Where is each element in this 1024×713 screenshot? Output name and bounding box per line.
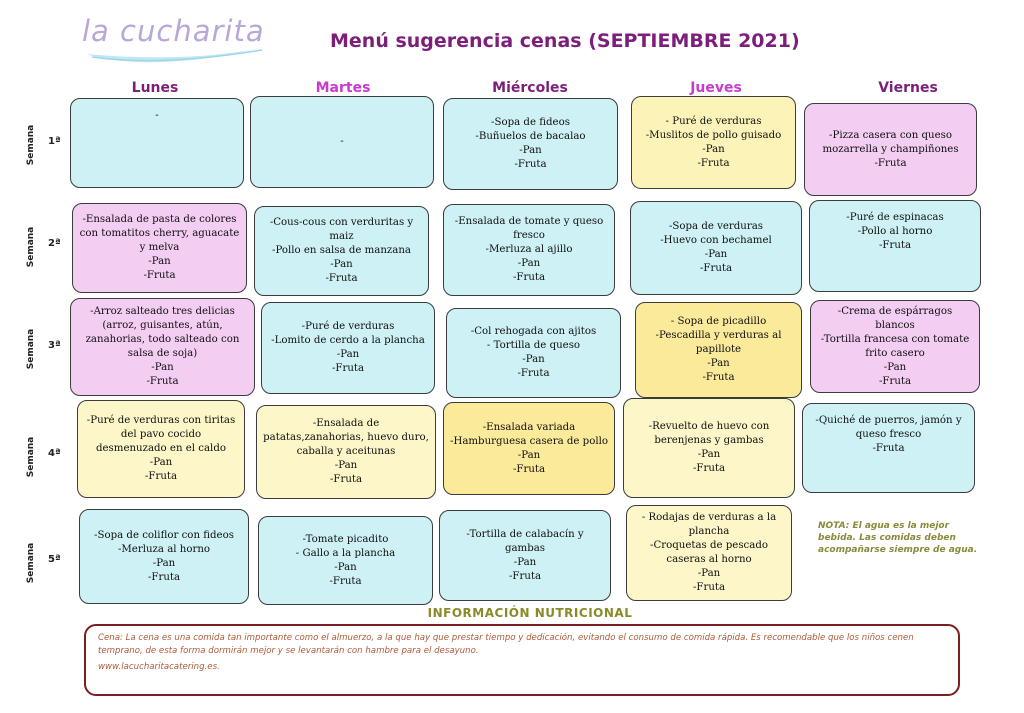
menu-line: -Fruta xyxy=(872,443,905,454)
menu-line: -Buñuelos de bacalao xyxy=(475,131,586,142)
menu-line: - Tortilla de queso xyxy=(486,340,581,351)
menu-line: -Ensalada de pasta de colores con tomatitos cherry, aguacate y melva xyxy=(79,214,240,253)
menu-cell-w1-jueves xyxy=(631,96,796,189)
menu-line: -Sopa de verduras xyxy=(668,221,764,232)
menu-cell-w5-miercoles xyxy=(439,510,611,601)
menu-cell-w1-martes xyxy=(250,96,434,188)
menu-line: -Pan xyxy=(702,143,725,155)
menu-line: -Fruta xyxy=(329,575,362,587)
menu-cell-w3-viernes xyxy=(810,300,980,393)
menu-cell-w4-martes xyxy=(256,405,436,499)
menu-line: - xyxy=(340,136,344,147)
menu-line: -Pan xyxy=(334,561,357,573)
menu-line: -Pollo en salsa de manzana xyxy=(272,245,411,256)
menu-line: - Puré de verduras xyxy=(665,115,762,127)
week-label-4 xyxy=(18,430,68,490)
menu-line: - xyxy=(155,110,159,121)
menu-line: -Arroz salteado tres delicias (arroz, guisantes, atún, zanahorias, todo salteado con salsa de soja) xyxy=(85,306,240,359)
menu-line: -Pan xyxy=(148,256,171,267)
website-link[interactable]: www.lacucharitacatering.es. xyxy=(98,662,220,672)
menu-line: -Fruta xyxy=(144,471,178,482)
menu-line: -Fruta xyxy=(702,372,735,383)
day-header-viernes: Viernes xyxy=(878,80,938,96)
menu-line: -Fruta xyxy=(508,570,542,582)
menu-cell-w2-jueves xyxy=(630,201,802,295)
menu-cell-w3-martes xyxy=(261,302,435,394)
week-label-3 xyxy=(18,322,68,382)
menu-line: -Fruta xyxy=(512,463,546,475)
wave-icon xyxy=(82,40,272,66)
menu-line: -Fruta xyxy=(878,240,912,251)
menu-cell-w1-viernes xyxy=(804,103,977,196)
water-note: NOTA: El agua es la mejor bebida. Las comidas deben acompañarse siempre de agua. xyxy=(818,521,978,555)
week-word: Semana xyxy=(26,226,36,268)
menu-line: -Merluza al ajillo xyxy=(485,244,573,255)
menu-cell-w3-miercoles xyxy=(446,308,621,398)
menu-line: -Tortilla francesa con tomate frito casero xyxy=(820,333,970,359)
menu-line: -Fruta xyxy=(874,157,907,169)
menu-line: -Tortilla de calabacín y gambas xyxy=(466,528,584,554)
menu-line: -Fruta xyxy=(143,270,176,281)
menu-line: -Quiché de puerros, jamón y queso fresco xyxy=(815,415,962,440)
menu-line: -Pan xyxy=(517,449,541,461)
menu-line: -Ensalada de tomate y queso fresco xyxy=(454,216,604,241)
menu-line: -Merluza al horno xyxy=(117,543,211,555)
menu-line: -Pan xyxy=(704,249,728,260)
menu-line: -Revuelto de huevo con berenjenas y gambas xyxy=(648,421,770,446)
menu-cell-w4-lunes xyxy=(77,400,245,498)
menu-line: -Fruta xyxy=(514,159,547,170)
page-title: Menú sugerencia cenas (SEPTIEMBRE 2021) xyxy=(330,30,800,52)
week-word: Semana xyxy=(26,328,36,370)
week-label-5 xyxy=(18,536,68,596)
week-label-2 xyxy=(18,220,68,280)
menu-line: -Pescadilla y verduras al papillote xyxy=(655,330,782,355)
menu-line: -Pan xyxy=(707,358,730,369)
week-number: 2ª xyxy=(48,238,61,249)
menu-line: -Pan xyxy=(883,361,907,373)
menu-line: -Pizza casera con queso mozarrella y champiñones xyxy=(822,129,959,155)
menu-line: -Fruta xyxy=(331,363,365,374)
menu-cell-w2-lunes xyxy=(72,203,247,293)
menu-cell-w2-martes xyxy=(254,206,429,296)
menu-line: -Sopa de fideos xyxy=(491,117,570,128)
menu-line: -Fruta xyxy=(329,474,363,485)
menu-line: - Gallo a la plancha xyxy=(295,547,396,559)
week-number: 4ª xyxy=(48,448,61,459)
menu-line: -Fruta xyxy=(697,157,730,169)
menu-cell-w5-jueves xyxy=(626,505,792,601)
week-label-1 xyxy=(18,118,68,178)
menu-line: -Pan xyxy=(517,258,541,269)
menu-line: -Fruta xyxy=(517,368,550,379)
menu-line: -Puré de verduras con tiritas del pavo cocido desmenuzado en el caldo xyxy=(86,415,236,454)
menu-line: -Puré de verduras xyxy=(301,321,395,332)
logo xyxy=(82,14,272,66)
menu-line: -Pan xyxy=(334,460,358,471)
menu-line: -Fruta xyxy=(146,376,179,387)
menu-cell-w3-jueves xyxy=(635,302,802,398)
menu-line: -Fruta xyxy=(692,463,726,474)
menu-line: -Pan xyxy=(522,354,545,365)
menu-line: -Pan xyxy=(149,457,173,468)
menu-line: -Pan xyxy=(336,349,360,360)
menu-cell-w5-lunes xyxy=(79,509,249,604)
menu-line: -Fruta xyxy=(699,263,733,274)
week-word: Semana xyxy=(26,124,36,166)
menu-line: -Fruta xyxy=(147,571,181,583)
menu-line: -Fruta xyxy=(512,272,546,283)
menu-cell-w4-jueves xyxy=(623,398,795,498)
week-word: Semana xyxy=(26,542,36,584)
menu-cell-w3-lunes xyxy=(70,298,255,396)
menu-line: -Pan xyxy=(519,145,542,156)
day-header-jueves: Jueves xyxy=(690,80,742,96)
menu-line: -Sopa de coliflor con fideos xyxy=(94,529,234,541)
menu-line: -Fruta xyxy=(325,273,358,284)
menu-line: -Muslitos de pollo guisado xyxy=(645,129,782,141)
menu-line: -Fruta xyxy=(692,582,726,593)
menu-line: -Pan xyxy=(697,449,721,460)
nutrition-title: INFORMACIÓN NUTRICIONAL xyxy=(427,606,633,620)
nutrition-text: Cena: La cena es una comida tan importante como el almuerzo, a la que hay que prestar tiempo y dedicación, evitando el consumo de comida rápida. Es recomendable que los niños cenen temprano, de esta forma dormirán mejor y se levantarán con hambre para el desayuno. xyxy=(98,633,914,656)
day-header-miercoles: Miércoles xyxy=(492,80,568,96)
day-header-martes: Martes xyxy=(315,80,371,96)
menu-line: -Croquetas de pescado caseras al horno xyxy=(650,540,768,565)
menu-line: -Hamburguesa casera de pollo xyxy=(450,435,608,447)
menu-cell-w1-miercoles xyxy=(443,98,618,190)
menu-line: -Fruta xyxy=(878,375,912,387)
week-number: 5ª xyxy=(48,554,61,565)
menu-line: -Pan xyxy=(151,362,174,373)
menu-line: -Puré de espinacas xyxy=(846,212,944,223)
nutrition-box xyxy=(84,624,960,696)
menu-line: -Pan xyxy=(152,557,176,569)
menu-cell-w4-miercoles xyxy=(443,402,615,495)
week-word: Semana xyxy=(26,436,36,478)
menu-line: -Pan xyxy=(697,568,721,579)
menu-line: -Ensalada de patatas,zanahorias, huevo duro, caballa y aceitunas xyxy=(263,418,429,457)
menu-cell-w5-martes xyxy=(258,516,433,605)
menu-cell-w2-viernes xyxy=(809,200,981,292)
menu-line: - Sopa de picadillo xyxy=(670,316,767,327)
day-header-lunes: Lunes xyxy=(131,80,179,96)
menu-cell-w4-viernes xyxy=(802,403,975,493)
menu-line: -Crema de espárragos blancos xyxy=(837,305,953,331)
menu-line: -Pollo al horno xyxy=(857,226,933,237)
menu-cell-w2-miercoles xyxy=(443,204,615,296)
menu-line: -Cous-cous con verduritas y maiz xyxy=(269,217,414,242)
menu-line: -Huevo con bechamel xyxy=(660,235,772,246)
menu-line: - Rodajas de verduras a la plancha xyxy=(641,512,777,537)
week-number: 1ª xyxy=(48,136,61,147)
menu-line: -Lomito de cerdo a la plancha xyxy=(271,335,425,346)
menu-line: -Tomate picadito xyxy=(302,533,389,545)
menu-cell-w1-lunes xyxy=(70,98,244,188)
logo-text: la cucharita xyxy=(82,14,265,48)
menu-line: -Pan xyxy=(330,259,353,270)
menu-line: -Pan xyxy=(513,556,537,568)
week-number: 3ª xyxy=(48,340,61,351)
menu-line: -Col rehogada con ajitos xyxy=(470,326,597,337)
menu-line: -Ensalada variada xyxy=(482,421,576,433)
